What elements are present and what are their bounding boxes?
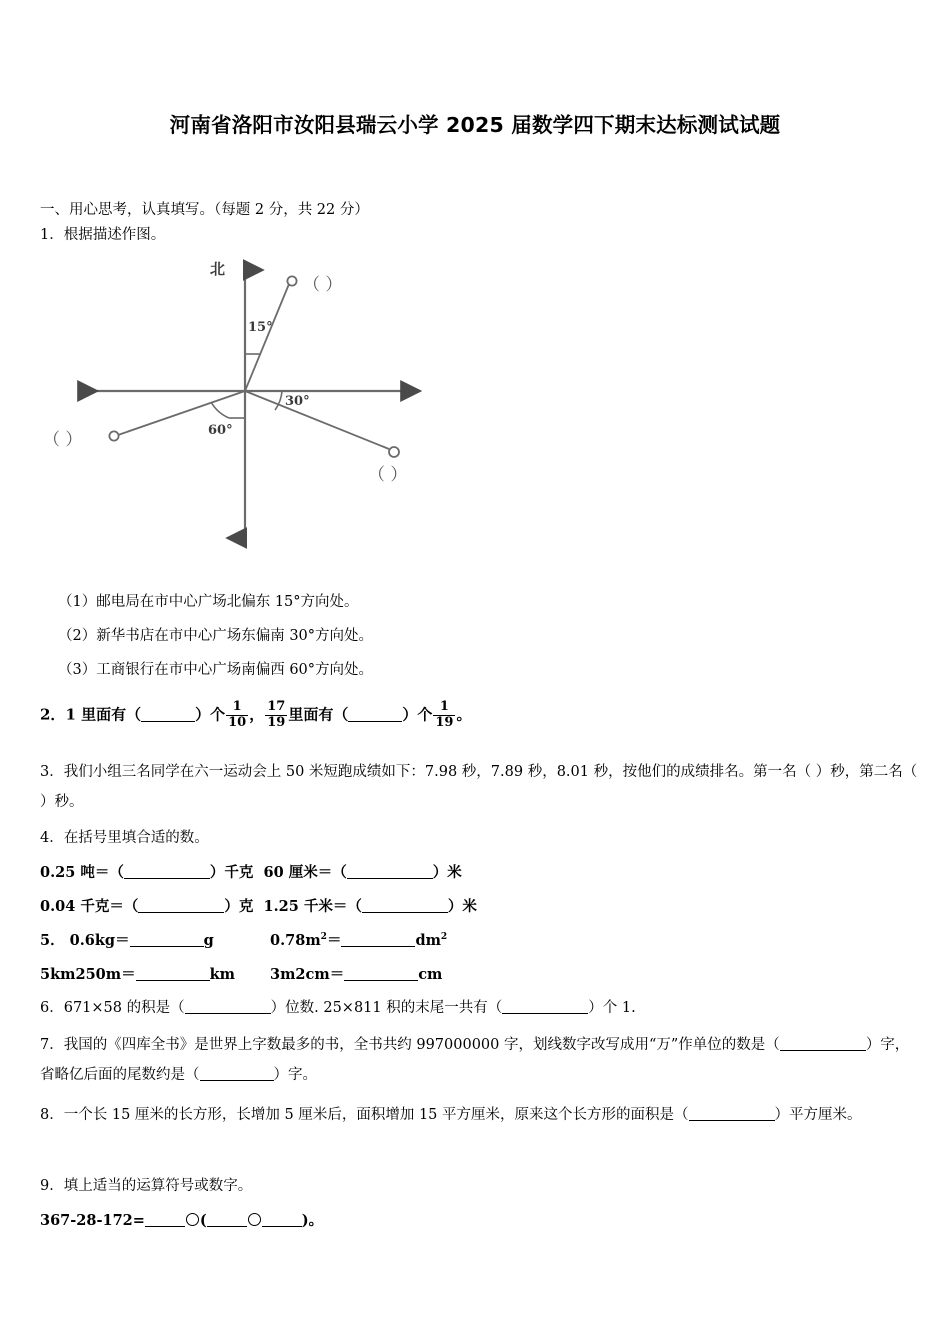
- q5-d-right: cm: [418, 966, 443, 983]
- q6-seg1: 671×58 的积是（: [63, 1000, 185, 1016]
- angle-mark-30: [275, 391, 282, 410]
- question-4-row-1: [40, 862, 462, 884]
- q4-text: 在括号里填合适的数。: [63, 830, 209, 846]
- question-8: [40, 1100, 918, 1130]
- ray-bookstore: [245, 391, 389, 449]
- question-5-row-2b: [270, 964, 442, 986]
- q4-blank-4[interactable]: [362, 912, 448, 913]
- fraction-numerator: 1: [232, 699, 242, 714]
- q7-blank-2[interactable]: [200, 1080, 274, 1081]
- q4-r2a-unit: ）克: [224, 898, 254, 915]
- question-1-sub-1: （1）邮电局在市中心广场北偏东 15°方向处。: [58, 594, 359, 610]
- q9-expr-close: )。: [301, 1212, 324, 1229]
- fraction-numerator: 1: [439, 699, 449, 714]
- question-1-sub-2: （2）新华书店在市中心广场东偏南 30°方向处。: [58, 628, 374, 644]
- q7-blank-1[interactable]: [780, 1050, 866, 1051]
- point-post-office: [287, 276, 296, 285]
- section-heading: 一、用心思考，认真填写。（每题 2 分，共 22 分）: [40, 202, 369, 218]
- q1-number: 1．: [40, 227, 64, 243]
- q4-r1a-label: 0.25 吨＝（: [40, 864, 124, 881]
- q8-blank-1[interactable]: [689, 1120, 775, 1121]
- q4-blank-1[interactable]: [124, 878, 210, 879]
- question-9-stem: [40, 1176, 252, 1198]
- q6-blank-1[interactable]: [185, 1013, 271, 1014]
- q5-b-left-sup: 2: [320, 932, 327, 943]
- q2-seg3: ，: [249, 705, 265, 724]
- fraction-denominator: 10: [228, 714, 247, 730]
- question-1-stem: [40, 225, 165, 247]
- q5-b-left: 0.78m: [270, 932, 321, 949]
- q8-number: 8．: [40, 1107, 64, 1123]
- q5-b-right-sup: 2: [440, 932, 448, 943]
- question-2: [40, 700, 471, 730]
- q9-expr-prefix: 367-28-172=: [40, 1212, 145, 1229]
- direction-diagram-svg: [35, 250, 515, 570]
- question-4-stem: [40, 828, 209, 850]
- blank-bookstore: （ ）: [368, 465, 408, 485]
- q4-r2a-label: 0.04 千克＝（: [40, 898, 139, 915]
- q1-text: 根据描述作图。: [63, 227, 166, 243]
- fraction-numerator: 17: [267, 699, 286, 714]
- q9-text: 填上适当的运算符号或数字。: [63, 1178, 253, 1194]
- question-5-row-2: [40, 964, 235, 986]
- q4-number: 4．: [40, 830, 64, 846]
- q9-number: 9．: [40, 1178, 64, 1194]
- q5-blank-2[interactable]: [341, 946, 415, 947]
- fraction-one-nineteenth: [433, 700, 455, 730]
- fraction-seventeen-nineteenths: [265, 700, 287, 730]
- q2-seg1: 1 里面有（: [65, 705, 142, 724]
- q5-a-left: 0.6kg＝: [69, 932, 130, 949]
- blank-post-office: （ ）: [303, 275, 343, 295]
- q5-a-right: g: [203, 932, 214, 949]
- q2-blank-2[interactable]: [348, 721, 402, 722]
- q9-blank-3[interactable]: [262, 1226, 302, 1227]
- angle-30-label: 30°: [285, 394, 310, 409]
- q3-number: 3．: [40, 764, 64, 780]
- operator-circle-icon[interactable]: [248, 1213, 261, 1226]
- q9-expr-open: (: [199, 1212, 207, 1229]
- q4-r1b-unit: ）米: [432, 864, 462, 881]
- q5-c-right: km: [209, 966, 235, 983]
- q8-seg1: 一个长 15 厘米的长方形，长增加 5 厘米后，面积增加 15 平方厘米，原来这个长方形的面积是（: [63, 1107, 689, 1123]
- q6-number: 6．: [40, 1000, 64, 1016]
- angle-15-label: 15°: [248, 320, 273, 335]
- point-bank: [109, 431, 118, 440]
- q5-blank-4[interactable]: [344, 980, 418, 981]
- question-7: [40, 1030, 918, 1090]
- q5-blank-3[interactable]: [136, 980, 210, 981]
- blank-bank: （ ）: [43, 430, 83, 450]
- page-title: 河南省洛阳市汝阳县瑞云小学 2025 届数学四下期末达标测试试题: [169, 113, 781, 137]
- q5-b-right: dm: [415, 932, 441, 949]
- q4-blank-2[interactable]: [347, 878, 433, 879]
- q7-seg3: ）字。: [273, 1067, 317, 1083]
- q7-number: 7．: [40, 1037, 64, 1053]
- q2-seg4: 里面有（: [288, 705, 349, 724]
- q3-text: 我们小组三名同学在六一运动会上 50 米短跑成绩如下：7.98 秒，7.89 秒，8.01 秒，按他们的成绩排名。第一名（ ）秒，第二名（ ）秒。: [40, 764, 918, 810]
- q4-r2b-unit: ）米: [447, 898, 477, 915]
- q5-d-left: 3m2cm＝: [270, 966, 345, 983]
- q2-seg6: 。: [456, 705, 472, 724]
- question-5-row-1: [40, 930, 214, 952]
- question-6: [40, 998, 636, 1020]
- fraction-denominator: 19: [435, 714, 454, 730]
- fraction-denominator: 19: [267, 714, 286, 730]
- direction-diagram: [35, 250, 515, 570]
- q2-seg2: ）个: [195, 705, 226, 724]
- q2-blank-1[interactable]: [141, 721, 195, 722]
- q5-blank-1[interactable]: [130, 946, 204, 947]
- angle-mark-60: [211, 402, 229, 418]
- q6-seg2: ）位数. 25×811 积的末尾一共有（: [270, 1000, 503, 1016]
- q5-c-left: 5km250m＝: [40, 966, 136, 983]
- operator-circle-icon[interactable]: [186, 1213, 199, 1226]
- q4-r1a-unit: ）千克: [209, 864, 254, 881]
- point-bookstore: [389, 447, 399, 457]
- q2-number: 2．: [40, 705, 66, 724]
- q5-b-mid: ＝: [326, 932, 342, 949]
- question-1-sub-3: （3）工商银行在市中心广场南偏西 60°方向处。: [58, 662, 374, 678]
- question-3: [40, 757, 920, 817]
- q7-seg1: 我国的《四库全书》是世界上字数最多的书，全书共约 997000000 字，划线数字改写成用“万”作单位的数是（: [63, 1037, 780, 1053]
- question-5-row-1b: [270, 930, 447, 952]
- fraction-one-tenth: [226, 700, 248, 730]
- q6-blank-2[interactable]: [502, 1013, 588, 1014]
- q7-seg2: ）字，省略亿后面的尾数约是（: [40, 1037, 910, 1083]
- question-4-row-2: [40, 896, 477, 918]
- ray-post-office: [245, 284, 289, 391]
- q9-blank-2[interactable]: [207, 1226, 247, 1227]
- q2-seg5: ）个: [402, 705, 433, 724]
- north-label: 北: [210, 260, 226, 278]
- q4-r2b-label: 1.25 千米＝（: [263, 898, 362, 915]
- q8-seg2: ）平方厘米。: [774, 1107, 862, 1123]
- q9-blank-1[interactable]: [145, 1226, 185, 1227]
- question-9-expression: [40, 1210, 323, 1232]
- angle-60-label: 60°: [208, 423, 233, 438]
- q4-blank-3[interactable]: [138, 912, 224, 913]
- q5-number: 5．: [40, 932, 65, 949]
- q4-r1b-label: 60 厘米＝（: [263, 864, 347, 881]
- q6-seg3: ）个 1.: [588, 1000, 636, 1016]
